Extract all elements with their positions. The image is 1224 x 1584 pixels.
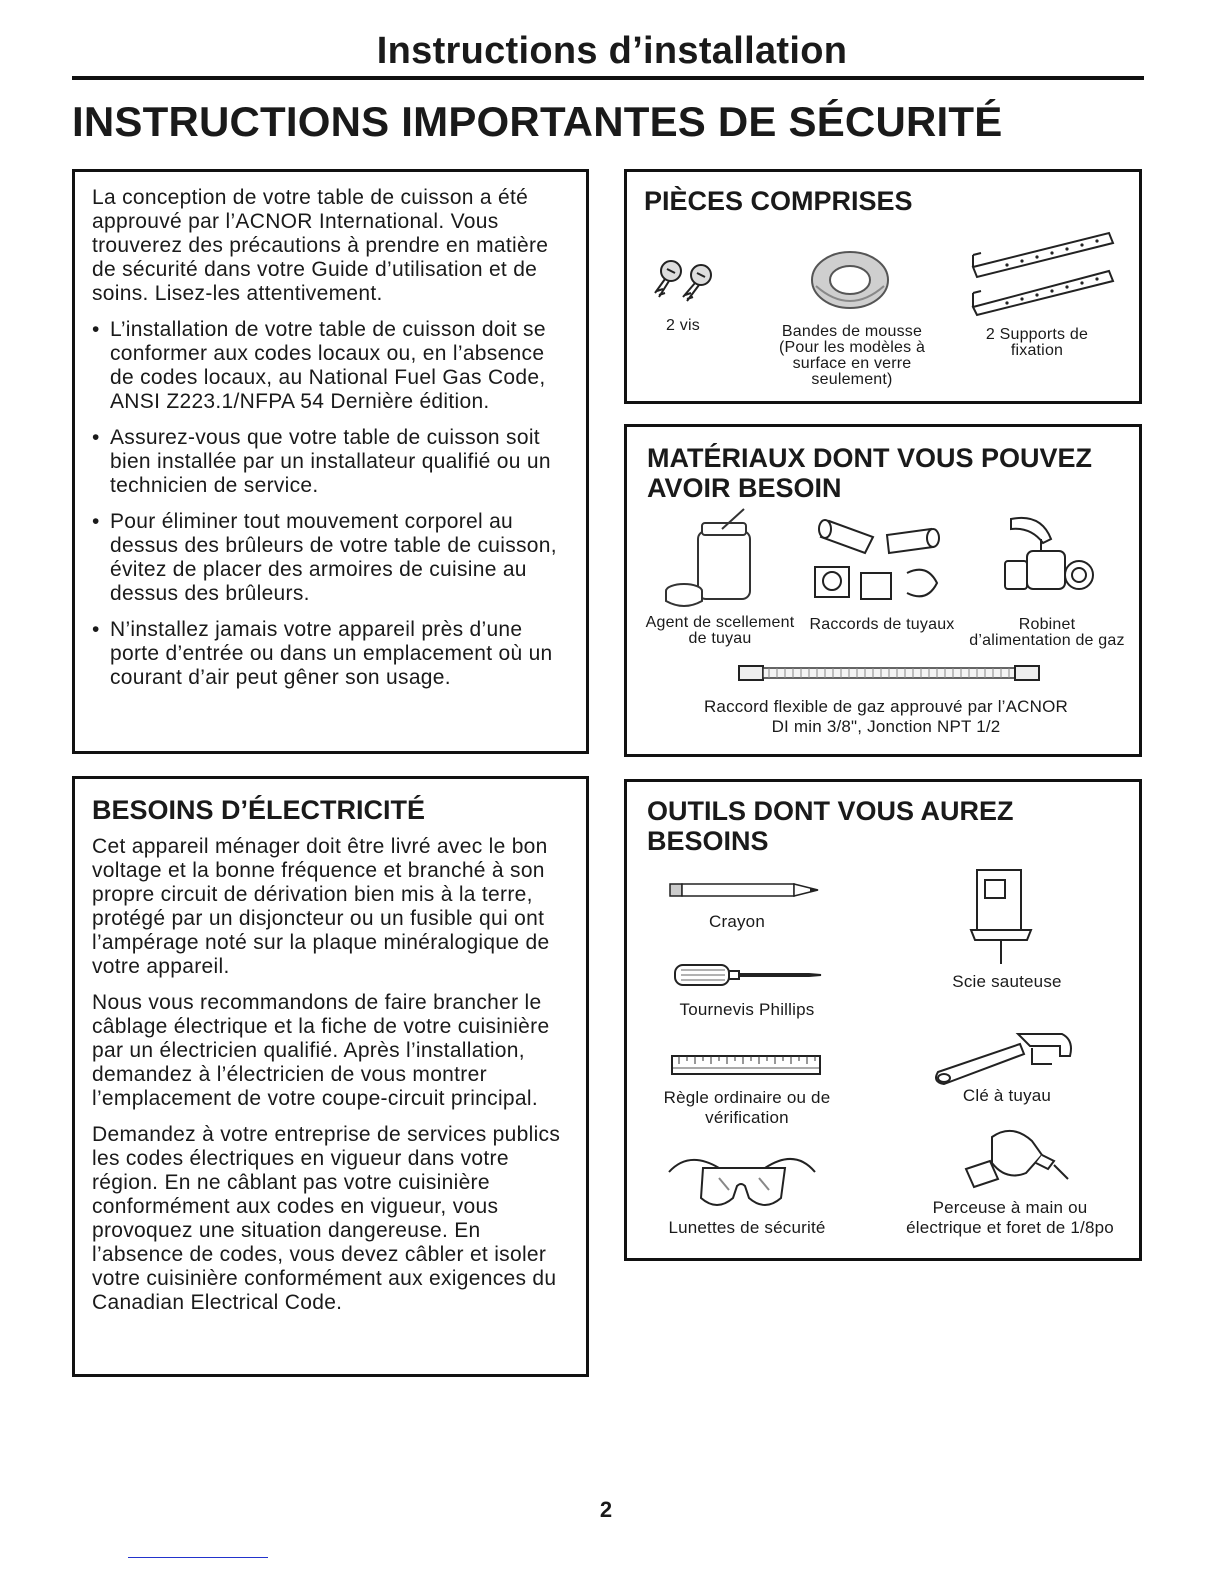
electric-heading: BESOINS D’ÉLECTRICITÉ: [92, 795, 426, 825]
electric-box: [72, 776, 589, 1377]
pipe-fittings-illustration: [807, 511, 947, 603]
level-caption-line: Règle ordinaire ou de: [663, 1088, 831, 1107]
safety-box: [72, 169, 589, 754]
page-header-title: Instructions d’installation: [376, 30, 848, 72]
safety-glasses-icon: [667, 1152, 817, 1214]
page-number: 2: [599, 1497, 613, 1522]
tools-box: [624, 779, 1142, 1261]
pipe-sealant-illustration: [664, 509, 764, 609]
drill-caption-line: Perceuse à main ou: [932, 1198, 1088, 1217]
screws-illustration: [649, 257, 719, 307]
foam-tape-illustration: [810, 250, 890, 314]
screwdriver-caption: Tournevis Phillips: [679, 1000, 815, 1019]
foam-caption-line: seulement): [811, 371, 893, 388]
foam-caption-line: surface en verre: [792, 355, 912, 372]
pencil-icon: [670, 882, 820, 898]
valve-caption-line: Robinet: [1018, 616, 1076, 633]
drill-caption-line: électrique et foret de 1/8po: [906, 1218, 1114, 1237]
screwdriver-icon: [673, 962, 823, 988]
parts-heading: PIÈCES COMPRISES: [644, 186, 913, 216]
valve-caption-line: d’alimentation de gaz: [969, 632, 1125, 649]
brackets-caption-line: fixation: [1010, 342, 1064, 359]
safety-bullet: • N’installez jamais votre appareil près d’une porte d’entrée ou dans un emplacement où un courant d’air peut gêner son usage.: [92, 618, 572, 690]
electric-paragraph: Cet appareil ménager doit être livré avec le bon voltage et la bonne fréquence et branché à son propre circuit de dérivation bien mis à la terre, protégé par un disjoncteur ou un fusible qui ont l’ampérage noté sur la plaque minéralogique de votre appareil.: [92, 835, 550, 978]
foam-caption-line: (Pour les modèles à: [778, 339, 926, 356]
materials-heading-line: AVOIR BESOIN: [647, 473, 842, 503]
glasses-caption: Lunettes de sécurité: [668, 1218, 826, 1237]
brackets-illustration: [967, 227, 1117, 317]
pencil-caption: Crayon: [708, 912, 765, 931]
materials-box: [624, 424, 1142, 757]
electric-paragraph: Nous vous recommandons de faire brancher le câblage électrique et la fiche de votre cuisinière par un électricien qualifié. Après l’installation, demandez à l’électricien de vous montrer l’emplacement de votre coupe-circuit principal.: [92, 991, 550, 1110]
safety-intro: La conception de votre table de cuisson a été approuvé par l’ACNOR International. Vous trouverez des précautions à prendre en matière de sécurité dans votre Guide d’utilisation et de soins. Lisez-les attentivement.: [92, 186, 549, 305]
level-caption-line: vérification: [705, 1108, 789, 1127]
foam-caption-line: Bandes de mousse: [781, 323, 923, 340]
jigsaw-caption: Scie sauteuse: [952, 972, 1062, 991]
gas-valve-illustration: [999, 511, 1099, 607]
main-title: INSTRUCTIONS IMPORTANTES DE SÉCURITÉ: [72, 98, 1003, 145]
brackets-caption-line: 2 Supports de: [985, 326, 1089, 343]
flex-caption-line: Raccord flexible de gaz approuvé par l’ACNOR: [703, 697, 1069, 716]
pipe-wrench-icon: [932, 1020, 1082, 1090]
jigsaw-icon: [967, 866, 1037, 966]
footer-line: [128, 1557, 268, 1558]
flex-connector-illustration: [739, 663, 1039, 683]
wrench-caption: Clé à tuyau: [962, 1086, 1052, 1105]
parts-box: [624, 169, 1142, 404]
fittings-caption: Raccords de tuyaux: [809, 616, 955, 633]
electric-paragraph: Demandez à votre entreprise de services publics les codes électriques en vigueur dans votre région. En ne câblant pas votre cuisinière conformément aux codes en vigueur, vous provoquez une situation dangereuse. En l’absence de codes, vous devez câbler et isoler votre cuisinière conformément aux exigences du Canadian Electrical Code.: [92, 1123, 561, 1314]
tools-heading-line: BESOINS: [647, 826, 769, 856]
sealant-caption-line: Agent de scellement: [645, 614, 795, 631]
safety-bullet: • Assurez-vous que votre table de cuisson soit bien installée par un installateur qualifié ou un technicien de service.: [92, 426, 572, 498]
drill-icon: [962, 1127, 1072, 1191]
safety-bullet: • L’installation de votre table de cuisson doit se conformer aux codes locaux ou, en l’absence de codes locaux, au National Fuel Gas Code, ANSI Z223.1/NFPA 54 Dernière édition.: [92, 318, 572, 414]
level-ruler-icon: [671, 1054, 821, 1076]
sealant-caption-line: de tuyau: [688, 630, 752, 647]
safety-bullet: • Pour éliminer tout mouvement corporel au dessus des brûleurs de votre table de cuisson, évitez de placer des armoires de cuisine au dessus des brûleurs.: [92, 510, 572, 606]
screws-caption: 2 vis: [666, 317, 700, 334]
tools-heading-line: OUTILS DONT VOUS AUREZ: [647, 796, 1014, 826]
header-rule: [72, 76, 1144, 80]
flex-caption-line: DI min 3/8", Jonction NPT 1/2: [771, 717, 1001, 736]
materials-heading-line: MATÉRIAUX DONT VOUS POUVEZ: [647, 443, 1093, 473]
